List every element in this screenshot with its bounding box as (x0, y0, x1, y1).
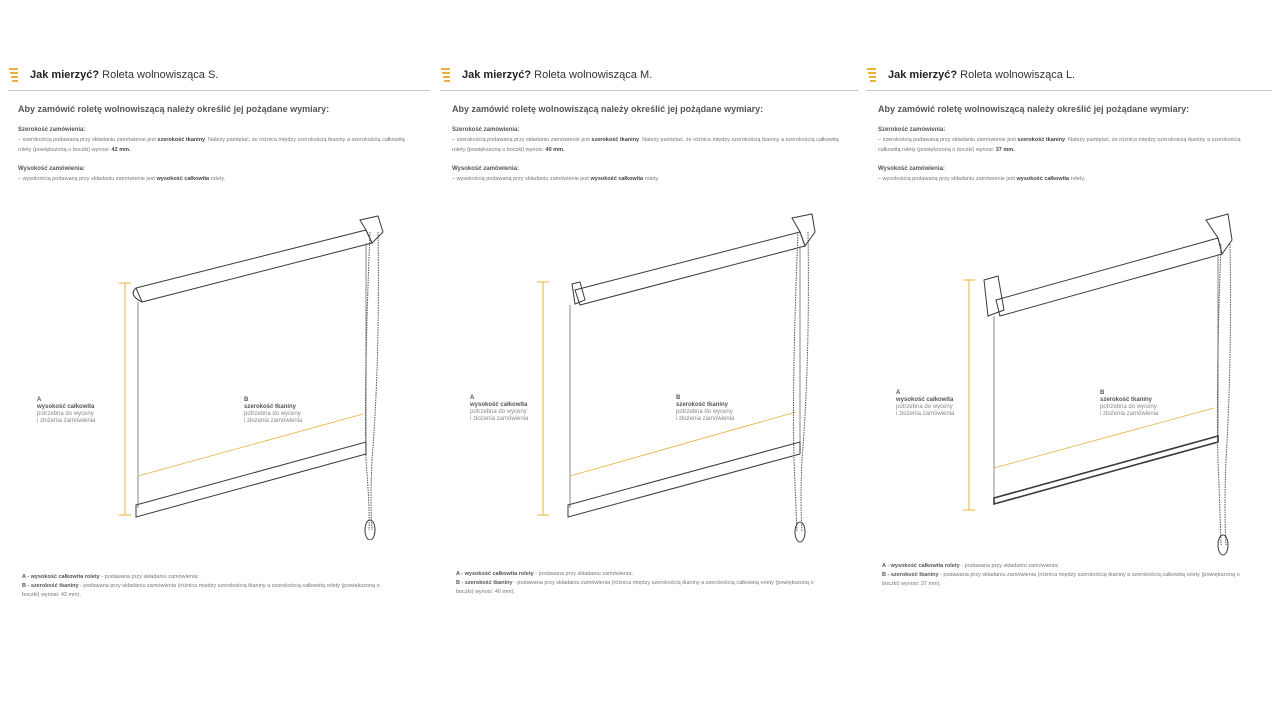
blind-tube (136, 230, 372, 302)
blind-tube (996, 238, 1222, 316)
footnote (882, 562, 1242, 589)
panel-roleta-m (440, 60, 858, 620)
panel-title: Jak mierzyć? Roleta wolnowisząca S. (30, 69, 219, 81)
width-label: Szerokość zamówienia: (452, 127, 520, 133)
footnote (456, 570, 816, 597)
height-description: – wysokością podawaną przy składaniu zamówienie jest wysokość całkowita rolety. (452, 176, 660, 182)
annotation-b: B szerokość tkaniny potrzebna do wyceny i złożenia zamówienia (244, 397, 303, 424)
height-description: – wysokością podawaną przy składaniu zamówienie jest wysokość całkowita rolety. (18, 176, 226, 182)
roller-blind-diagram (8, 210, 430, 540)
width-description: – szerokością podawaną przy składaniu zamówienie jest szerokość tkaniny. Należy pamiętać, że różnica między szerokością tkaniny a szerokością całkowitą rolety (powiększoną o boczki) wynosi: 40 mm. (452, 137, 839, 153)
blind-tube (575, 232, 805, 305)
intro-heading: Aby zamówić roletę wolnowiszącą należy określić jej pożądane wymiary: (878, 104, 1190, 114)
height-description: – wysokością podawaną przy składaniu zamówienie jest wysokość całkowita rolety. (878, 176, 1086, 182)
width-label: Szerokość zamówienia: (878, 127, 946, 133)
panel-header (866, 60, 1272, 91)
bottom-bar (136, 442, 366, 517)
height-label: Wysokość zamówienia: (18, 166, 85, 172)
height-label: Wysokość zamówienia: (878, 166, 945, 172)
width-description: – szerokością podawaną przy składaniu zamówienie jest szerokość tkaniny. Należy pamiętać, że różnica między szerokością tkaniny a szerokością całkowitą rolety (powiększoną o boczki) wynosi: 37 mm. (878, 137, 1241, 153)
roller-blind-diagram (866, 210, 1272, 560)
footnote-a: A - wysokość całkowita rolety - podawana przy składaniu zamówienia; (882, 563, 1059, 569)
intro-heading: Aby zamówić roletę wolnowiszącą należy określić jej pożądane wymiary: (452, 104, 764, 114)
panel-header (440, 60, 858, 91)
panel-roleta-s (8, 60, 430, 620)
height-label: Wysokość zamówienia: (452, 166, 519, 172)
annotation-b: B szerokość tkaniny potrzebna do wyceny i złożenia zamówienia (1100, 390, 1159, 417)
annotation-b: B szerokość tkaniny potrzebna do wyceny i złożenia zamówienia (676, 395, 735, 422)
footnote-b: B - szerokość tkaniny - podawana przy składaniu zamówienia (różnica między szerokością tkaniny a szerokością całkowitą rolety (powiększoną o boczki) wynosi: 37 mm). (882, 572, 1240, 587)
bottom-bar (568, 442, 800, 517)
mount-bracket (1206, 214, 1232, 254)
footnote-b: B - szerokość tkaniny - podawana przy składaniu zamówienia (różnica między szerokością tkaniny a szerokością całkowitą rolety (powiększoną o boczki) wynosi: 40 mm). (456, 580, 814, 595)
roller-blind-diagram (440, 210, 858, 550)
mount-bracket (360, 216, 383, 243)
brand-logo-icon (8, 66, 20, 84)
footnote-a: A - wysokość całkowita rolety - podawana przy składaniu zamówienia; (456, 571, 633, 577)
panel-title: Jak mierzyć? Roleta wolnowisząca M. (462, 69, 653, 81)
annotation-a: A wysokość całkowita potrzebna do wyceny i złożenia zamówienia (896, 390, 955, 417)
width-description: – szerokością podawaną przy składaniu zamówienie jest szerokość tkaniny. Należy pamiętać, że różnica między szerokością tkaniny a szerokością całkowitą rolety (powiększoną o boczki) wynosi: 42 mm. (18, 137, 405, 153)
brand-logo-icon (440, 66, 452, 84)
footnote-a: A - wysokość całkowita rolety - podawana przy składaniu zamówienia; (22, 574, 199, 580)
panel-title: Jak mierzyć? Roleta wolnowisząca L. (888, 69, 1076, 81)
annotation-a: A wysokość całkowita potrzebna do wyceny i złożenia zamówienia (37, 397, 96, 424)
footnote-b: B - szerokość tkaniny - podawana przy składaniu zamówienia (różnica między szerokością tkaniny a szerokością całkowitą rolety (powiększoną o boczki) wynosi: 42 mm). (22, 583, 380, 598)
chain-weight-icon (365, 520, 375, 540)
annotation-a: A wysokość całkowita potrzebna do wyceny i złożenia zamówienia (470, 395, 529, 422)
panel-roleta-l (866, 60, 1272, 620)
bottom-bar (994, 436, 1218, 504)
mount-bracket (792, 214, 815, 246)
panel-header (8, 60, 430, 91)
footnote (22, 573, 382, 600)
chain-weight-icon (1218, 535, 1228, 555)
width-label: Szerokość zamówienia: (18, 127, 86, 133)
intro-heading: Aby zamówić roletę wolnowiszącą należy określić jej pożądane wymiary: (18, 104, 330, 114)
brand-logo-icon (866, 66, 878, 84)
chain (794, 232, 799, 532)
end-cap (984, 276, 1004, 316)
